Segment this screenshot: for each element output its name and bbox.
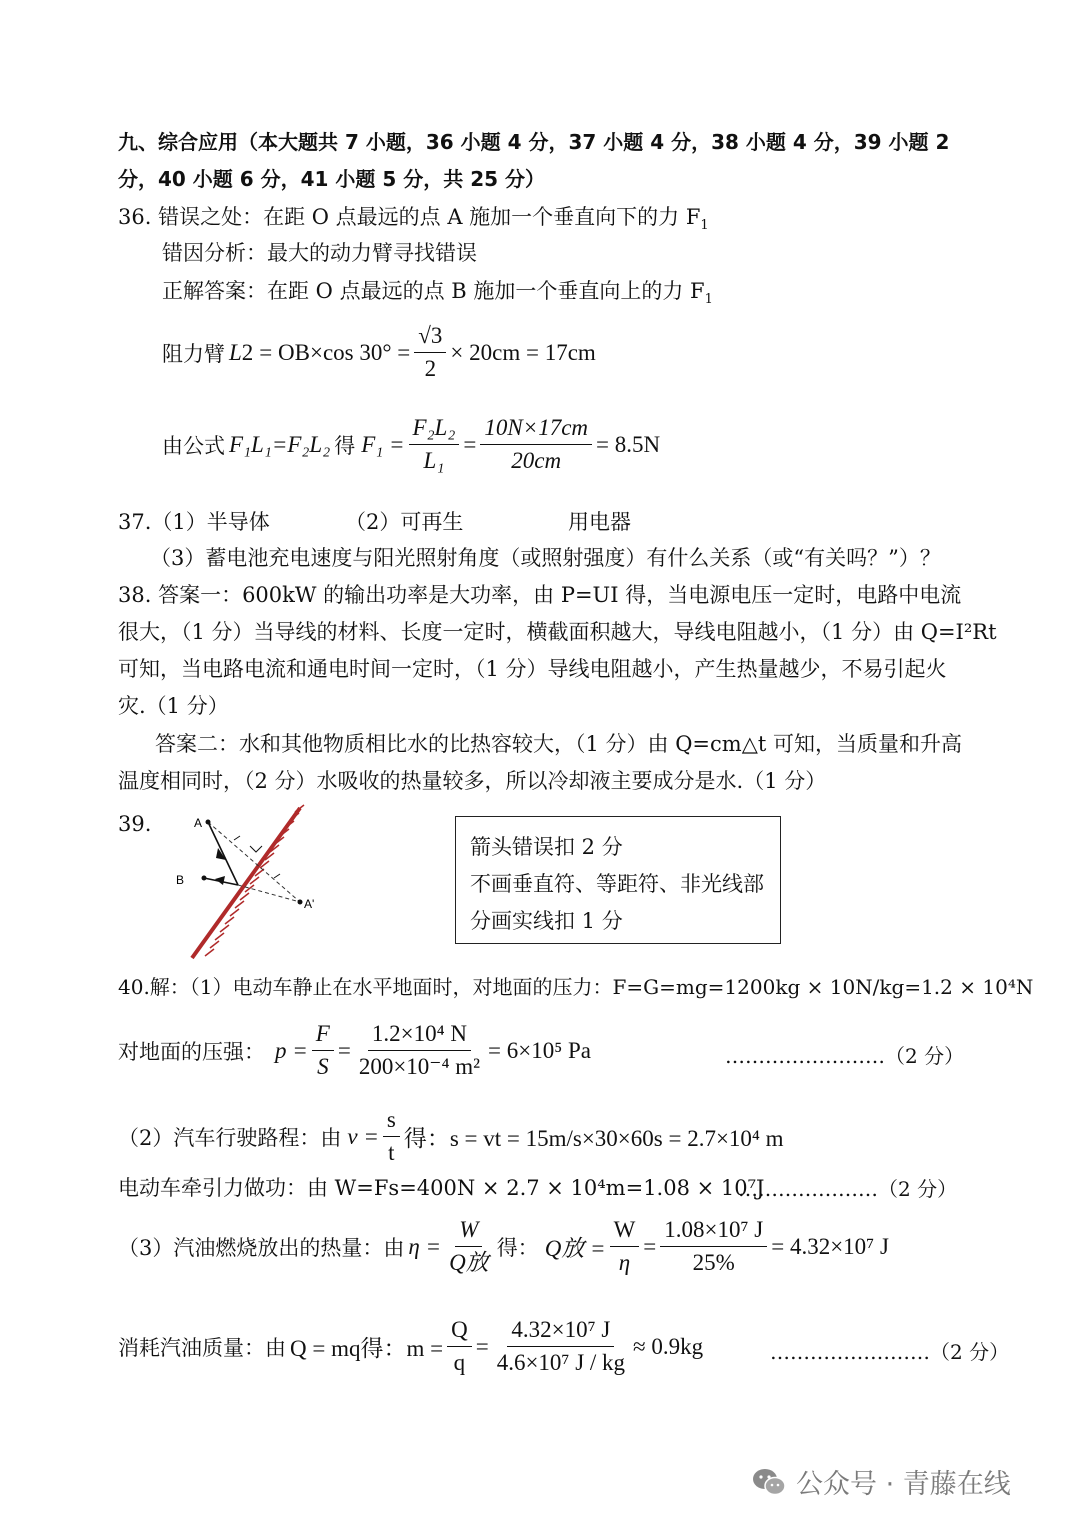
formula1-mid: = OB×cos 30° = xyxy=(259,339,411,365)
point-b-dot xyxy=(202,876,207,881)
distance-v: v = xyxy=(347,1123,379,1149)
formula1-fraction xyxy=(414,322,446,383)
formula1-label: 阻力臂 xyxy=(162,341,225,366)
q40-mass-formula: 消耗汽油质量：由 Q = mq得：m = $\frac{Q}{q}$ = $\frac{\text{4.32×10⁷ J}}{\text{4.6×10⁷ J / kg}}$ ≈ 0.9kg xyxy=(118,1317,704,1375)
heat-label: （3）汽油燃烧放出的热量：由 xyxy=(118,1235,405,1260)
formula2-den2: 20cm xyxy=(511,448,562,473)
formula2-de: 得 xyxy=(334,433,356,458)
heat-eta: η = xyxy=(408,1233,442,1259)
q36-line3-text: 正解答案：在距 O 点最远的点 B 施加一个垂直向上的力 F xyxy=(162,279,705,303)
heat-num2: W xyxy=(610,1216,640,1247)
q36-line1-text: 36. 错误之处：在距 O 点最远的点 A 施加一个垂直向下的力 F xyxy=(118,205,701,229)
formula1-lhs: L xyxy=(229,339,242,365)
mass-eq: Q = mq得：m = xyxy=(290,1336,444,1361)
heat-fraction1 xyxy=(445,1216,493,1277)
heat-fraction3 xyxy=(660,1216,767,1277)
score-mark-2: …………………（2 分） xyxy=(738,1177,958,1201)
formula2-eq: F₁L₁=F₂L₂ xyxy=(229,431,331,457)
point-a-dot xyxy=(206,820,211,825)
score-mark-1: ……………………（2 分） xyxy=(725,1044,965,1068)
mass-fraction1 xyxy=(447,1316,472,1377)
section-title-line1: 九、综合应用（本大题共 7 小题，36 小题 4 分，37 小题 4 分，38 小题 4 分，39 小题 2 xyxy=(118,130,950,154)
note-line2: 不画垂直符、等距符、非光线部 xyxy=(470,872,764,896)
distance-num: s xyxy=(383,1106,400,1137)
heat-den2: η xyxy=(618,1250,631,1275)
section-title-line2: 分，40 小题 6 分，41 小题 5 分，共 25 分） xyxy=(118,167,546,191)
heat-den1: Q放 xyxy=(449,1250,489,1275)
q36-sub: 1 xyxy=(700,218,709,234)
q36-line3 xyxy=(162,276,713,315)
heat-lhs: Q放 = xyxy=(544,1236,606,1261)
q37-a4: （3）蓄电池充电速度与阳光照射角度（或照射强度）有什么关系（或“有关吗？”）？ xyxy=(150,546,941,570)
pressure-fraction2 xyxy=(355,1020,484,1081)
pressure-fraction1 xyxy=(312,1020,334,1081)
mass-fraction2 xyxy=(493,1316,629,1377)
distance-label: （2）汽车行驶路程：由 xyxy=(118,1125,342,1150)
formula2-num1: F₂L₂ xyxy=(409,414,460,445)
formula1-num: √3 xyxy=(414,322,446,353)
q38-line4: 灾.（1 分） xyxy=(118,694,229,718)
formula2-fraction1 xyxy=(409,414,460,475)
q37-a1: 37.（1）半导体 xyxy=(118,510,270,534)
pressure-num2: 1.2×10⁴ N xyxy=(368,1020,471,1051)
heat-de: 得： xyxy=(496,1235,539,1260)
pressure-result: = 6×10⁵ Pa xyxy=(488,1037,591,1063)
formula2-result: = 8.5N xyxy=(596,431,661,457)
heat-den3: 25% xyxy=(692,1250,735,1275)
incident-ray-a xyxy=(208,822,238,885)
watermark xyxy=(752,1462,1011,1501)
mass-den2: 4.6×10⁷ J / kg xyxy=(496,1350,626,1375)
q40-pressure-formula: 对地面的压强： p = $\frac{F}{S}$ = $\frac{\text{1.2×10⁴ N}}{\text{200×10⁻⁴ m²}}$ = 6×10⁵ Pa xyxy=(118,1021,591,1079)
q39-scoring-note xyxy=(455,816,781,944)
right-angle-mark xyxy=(250,846,262,852)
q39-label: 39. xyxy=(118,812,152,836)
pressure-label: 对地面的压强： xyxy=(118,1039,265,1064)
formula1-rest: × 20cm = 17cm xyxy=(450,339,596,365)
q38-line1: 38. 答案一：600kW 的输出功率是大功率，由 P=UI 得，当电源电压一定时，电路中电流 xyxy=(118,583,962,607)
q39-mirror-diagram xyxy=(170,800,330,965)
formula2-fraction2 xyxy=(480,414,592,475)
q40-heat-formula: （3）汽油燃烧放出的热量：由 η = $\frac{W}{\text{Q放}}$ 得： Q放 = $\frac{W}{\eta}$ = $\frac{\text{1.08×10⁷ J}}{25\%}$ = 4.32×10⁷ J xyxy=(118,1217,889,1275)
q36-formula-1 xyxy=(162,322,596,383)
distance-den: t xyxy=(388,1140,395,1165)
formula1-lhs-sub: 2 xyxy=(241,339,254,365)
equal-mark-2 xyxy=(274,874,280,878)
heat-fraction2 xyxy=(610,1216,640,1277)
q36-sub-2: 1 xyxy=(704,292,713,308)
q38-line3: 可知，当电路电流和通电时间一定时，（1 分）导线电阻越小，产生热量越少，不易引起火 xyxy=(118,657,947,681)
label-b: B xyxy=(176,873,185,887)
label-a-prime: A' xyxy=(304,897,315,911)
score-mark-3: ……………………（2 分） xyxy=(770,1340,1010,1364)
formula2-den1: L₁ xyxy=(423,448,445,473)
label-a: A xyxy=(194,816,203,830)
mass-label: 消耗汽油质量：由 xyxy=(118,1335,286,1360)
q36-line2: 错因分析：最大的动力臂寻找错误 xyxy=(162,241,477,265)
distance-fraction xyxy=(383,1106,400,1167)
pressure-den2: 200×10⁻⁴ m² xyxy=(358,1054,480,1079)
q40-work-line: 电动车牵引力做功：由 W=Fs=400N × 2.7 × 10⁴m=1.08 × 10⁷J xyxy=(118,1176,765,1200)
watermark-text: 公众号 · 青藤在线 xyxy=(796,1469,1011,1500)
formula1-den: 2 xyxy=(424,356,437,381)
formula2-num2: 10N×17cm xyxy=(480,414,592,445)
mass-num1: Q xyxy=(447,1316,472,1347)
q37-a2: （2）可再生 xyxy=(345,510,464,534)
q36-formula-2: 由公式 F₁L₁=F₂L₂ 得 F₁ = $\frac{\text{F₂L₂}}{\text{L₁}}$ = $\frac{10N\times 17cm}{20cm}$ = 8.5N xyxy=(162,415,661,473)
point-a-prime-dot xyxy=(298,900,303,905)
note-line1: 箭头错误扣 2 分 xyxy=(470,835,623,859)
formula2-lhs: F₁ = xyxy=(361,431,405,457)
q40-distance-formula xyxy=(118,1106,784,1167)
q38-line6: 温度相同时，（2 分）水吸收的热量较多，所以冷却液主要成分是水.（1 分） xyxy=(118,769,827,793)
mass-result: ≈ 0.9kg xyxy=(633,1333,704,1359)
wechat-icon xyxy=(752,1467,786,1497)
mass-num2: 4.32×10⁷ J xyxy=(507,1316,614,1347)
pressure-num1: F xyxy=(312,1020,334,1051)
q37-a3: 用电器 xyxy=(568,510,631,534)
perpendicular-line xyxy=(208,822,300,902)
q40-line1: 40.解：（1）电动车静止在水平地面时，对地面的压力：F=G=mg=1200kg × 10N/kg=1.2 × 10⁴N xyxy=(118,975,1034,999)
q36-line1 xyxy=(118,202,709,241)
heat-result: = 4.32×10⁷ J xyxy=(771,1233,889,1259)
q38-line5: 答案二：水和其他物质相比水的比热容较大，（1 分）由 Q=cm△t 可知，当质量和升高 xyxy=(155,732,962,756)
equal-mark-1 xyxy=(234,836,240,840)
formula2-label: 由公式 xyxy=(162,433,225,458)
note-line3: 分画实线扣 1 分 xyxy=(470,909,623,933)
mirror-surface xyxy=(192,808,300,958)
pressure-lhs: p = xyxy=(275,1037,308,1063)
pressure-den1: S xyxy=(317,1054,329,1079)
heat-num3: 1.08×10⁷ J xyxy=(660,1216,767,1247)
distance-rest: 得：s = vt = 15m/s×30×60s = 2.7×10⁴ m xyxy=(403,1126,784,1151)
heat-num1: W xyxy=(455,1216,482,1247)
q38-line2: 很大，（1 分）当导线的材料、长度一定时，横截面积越大，导线电阻越小，（1 分）由 Q=I²Rt xyxy=(118,620,997,644)
mass-den1: q xyxy=(453,1350,466,1375)
